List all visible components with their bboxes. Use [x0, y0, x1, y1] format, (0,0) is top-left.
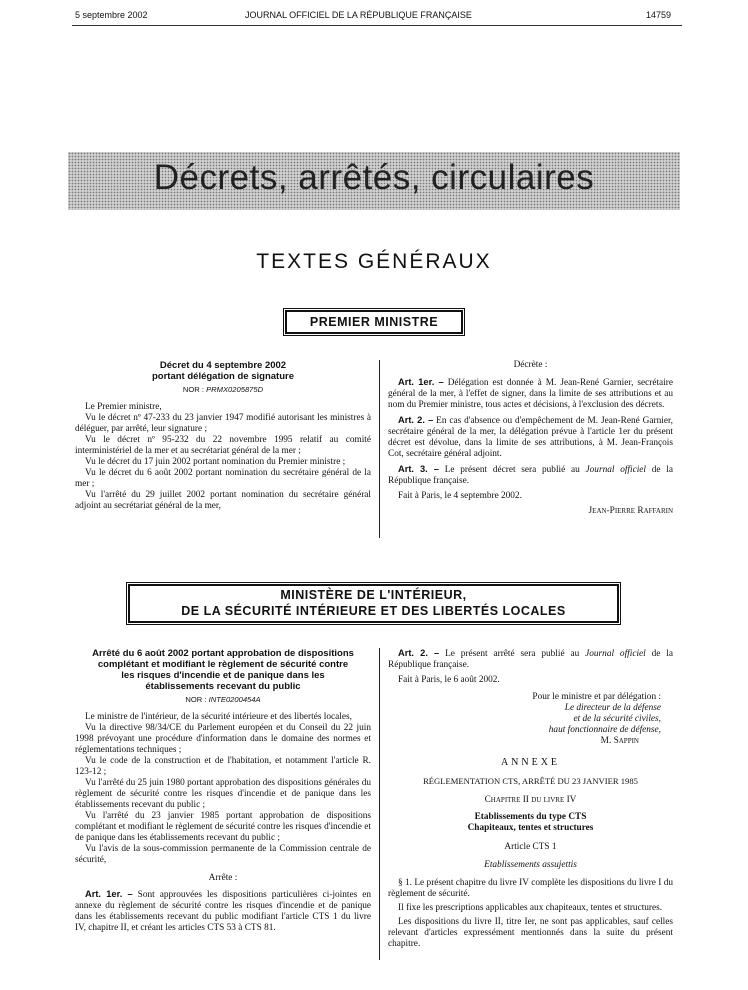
- arrete-signature-block: [388, 692, 673, 747]
- decree1-art1-text: Délégation est donnée à M. Jean-René Garnier, secrétaire général de la mer, à l'effet de signer, dans la limite de ses attributions et au nom du Premier ministre, tous actes et décisions, à l'exclusion des décrets.: [388, 378, 673, 410]
- decree1-article3: [388, 464, 673, 487]
- arrete-title-line: établissements recevant du public: [145, 681, 301, 692]
- decree1-title-line1: Décret du 4 septembre 2002: [159, 360, 287, 371]
- decree1-paragraph: Vu l'arrêté du 29 juillet 2002 portant nomination du secrétaire général adjoint au secrétariat général de la mer,: [75, 490, 371, 511]
- arrete-paragraph: Le ministre de l'intérieur, de la sécurité intérieure et des libertés locales,: [85, 712, 352, 722]
- arrete-paragraph: Vu l'avis de la sous-commission permanente de la Commission centrale de sécurité,: [75, 844, 371, 865]
- header-rule: [72, 25, 682, 26]
- arrete-delegation: Pour le ministre et par délégation :: [532, 692, 661, 702]
- arrete-art2-text-a: Le présent arrêté sera publié au: [445, 649, 580, 659]
- header-page-number: 14759: [646, 10, 672, 20]
- decree1-article1: [388, 377, 673, 411]
- arrete-art2-label: Art. 2. –: [398, 648, 440, 658]
- decree1-art1-label: Art. 1er. –: [398, 377, 444, 387]
- decree1-paragraph: Vu le décret du 17 juin 2002 portant nomination du Premier ministre ;: [85, 457, 346, 467]
- arrete-paragraph: Vu la directive 98/34/CE du Parlement européen et du Conseil du 22 juin 1998 prévoyant une procédure d'information dans le domaine des normes et réglementations techniques ;: [75, 723, 371, 755]
- decree1-signature: Jean-Pierre Raffarin: [588, 506, 673, 516]
- arrete-right-column: [388, 648, 673, 950]
- decree1-art3-journal: Journal officiel: [585, 465, 647, 475]
- column-divider: [379, 360, 380, 538]
- decree1-article2: [388, 415, 673, 460]
- cts1-paragraph-3: Les dispositions du livre II, titre Ier, ne sont pas applicables, sauf celles relevant d'articles expressément mentionnés dans la suite du présent chapitre.: [388, 917, 673, 949]
- decree1-right-column: [388, 360, 673, 517]
- arrete-arrete-word: Arrête :: [208, 873, 238, 883]
- decree1-art3-label: Art. 3. –: [398, 464, 439, 474]
- arrete-art2-text-b: de la République française.: [388, 649, 673, 670]
- decree1-art2-label: Art. 2. –: [398, 415, 434, 425]
- decree1-decrete: Décrète :: [513, 360, 548, 370]
- article-cts1-heading: Article CTS 1: [504, 842, 557, 852]
- arrete-paragraph: Vu l'arrêté du 23 janvier 1985 portant approbation de dispositions complétant et modifiant le règlement de sécurité contre les risques d'incendie et de panique dans les établissements recevant du public ;: [75, 811, 371, 843]
- decree1-art2-text: En cas d'absence ou d'empêchement de M. Jean-René Garnier, secrétaire général de la mer, la délégation prévue à l'article 1er du présent décret est dévolue, dans la limite de ses attributions, à M. Jean-François Cot, secrétaire général adjoint.: [388, 416, 673, 459]
- header-journal-title: JOURNAL OFFICIEL DE LA RÉPUBLIQUE FRANÇAISE: [245, 10, 472, 20]
- section-banner: [68, 152, 680, 210]
- arrete-nor: [75, 694, 371, 705]
- decree1-paragraph: Le Premier ministre,: [85, 402, 162, 412]
- arrete-art1-text: Sont approuvées les dispositions particulières ci-jointes en annexe du règlement de sécurité contre les risques d'incendie et de panique dans les établissements recevant du public modifiant l'article CTS 1 du livre IV, chapitre II, et créant les articles CTS 53 à CTS 81.: [75, 890, 371, 933]
- etablissements-heading-line2: Chapiteaux, tentes et structures: [467, 823, 594, 833]
- annexe-heading: ANNEXE: [500, 757, 561, 768]
- section-title: TEXTES GÉNÉRAUX: [256, 250, 492, 273]
- decree1-paragraph: Vu le décret du 6 août 2002 portant nomination du secrétaire général de la mer ;: [75, 468, 371, 489]
- decree1-fait: Fait à Paris, le 4 septembre 2002.: [398, 491, 522, 501]
- ministry2-line2: DE LA SÉCURITÉ INTÉRIEURE ET DES LIBERTÉS LOCALES: [181, 604, 566, 618]
- decree1-art3-text-a: Le présent décret sera publié au: [444, 465, 580, 475]
- decree1-art3-text-b: de la République française.: [388, 465, 673, 486]
- arrete-signature: M. Sappin: [600, 736, 639, 746]
- chapitre-heading: Chapitre II du livre IV: [484, 795, 577, 805]
- decree1-nor-code: PRMX0205875D: [206, 385, 264, 394]
- assujettis-heading: Etablissements assujettis: [484, 860, 577, 870]
- arrete-sig-line: Le directeur de la défense: [564, 703, 661, 713]
- ministry2-line1: MINISTÈRE DE L'INTÉRIEUR,: [280, 588, 467, 602]
- decree1-nor: [75, 384, 371, 395]
- reglementation-heading: RÉGLEMENTATION CTS, ARRÊTÉ DU 23 JANVIER 1985: [423, 776, 638, 786]
- etablissements-heading-line1: Etablissements du type CTS: [474, 812, 587, 822]
- arrete-nor-label: NOR :: [185, 695, 207, 704]
- arrete-title-line: les risques d'incendie et de panique dans les: [121, 670, 325, 681]
- arrete-art1-label: Art. 1er. –: [85, 889, 133, 899]
- arrete-title-line: Arrêté du 6 août 2002 portant approbation de dispositions: [92, 648, 354, 659]
- arrete-paragraph: Vu l'arrêté du 25 juin 1980 portant approbation des dispositions générales du règlement de sécurité contre les risques d'incendie et de panique dans les établissements recevant du public ;: [75, 778, 371, 810]
- cts1-paragraph-2: Il fixe les prescriptions applicables aux chapiteaux, tentes et structures.: [398, 903, 663, 913]
- arrete-left-column: [75, 648, 371, 934]
- cts1-paragraph-1: § 1. Le présent chapitre du livre IV complète les dispositions du livre I du règlement de sécurité.: [388, 878, 673, 899]
- arrete-art2-journal: Journal officiel: [585, 649, 646, 659]
- arrete-paragraph: Vu le code de la construction et de l'habitation, et notamment l'article R. 123-12 ;: [75, 756, 371, 777]
- decree1-left-column: [75, 360, 371, 512]
- column-divider: [379, 648, 380, 960]
- decree1-title-line2: portant délégation de signature: [152, 371, 294, 382]
- decree1-paragraph: Vu le décret nº 47-233 du 23 janvier 1947 modifié autorisant les ministres à déléguer, par arrêté, leur signature ;: [75, 413, 371, 434]
- arrete-sig-line: et de la sécurité civiles,: [573, 714, 661, 724]
- arrete-title-line: complétant et modifiant le règlement de sécurité contre: [97, 659, 349, 670]
- arrete-fait: Fait à Paris, le 6 août 2002.: [398, 675, 500, 685]
- decree1-paragraph: Vu le décret nº 95-232 du 22 novembre 1995 relatif au comité interministériel de la mer et au secrétariat général de la mer ;: [75, 435, 371, 456]
- arrete-article1: [75, 889, 371, 934]
- arrete-article2: [388, 648, 673, 671]
- decree1-nor-label: NOR :: [182, 385, 204, 394]
- arrete-sig-line: haut fonctionnaire de défense,: [548, 725, 661, 735]
- arrete-nor-code: INTE0200454A: [208, 695, 261, 704]
- header-date: 5 septembre 2002: [75, 10, 148, 20]
- ministry-box-interieur: [128, 584, 619, 623]
- ministry-box-premier-ministre: PREMIER MINISTRE: [285, 310, 463, 334]
- banner-title: Décrets, arrêtés, circulaires: [153, 158, 595, 197]
